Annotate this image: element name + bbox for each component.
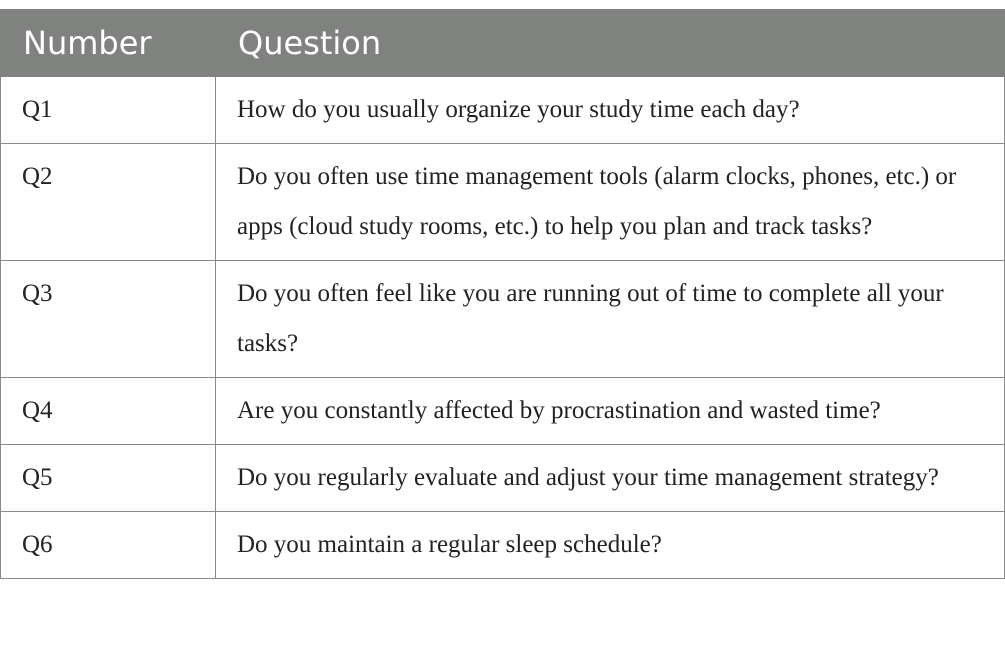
table-row	[1, 261, 1005, 378]
table-row	[1, 445, 1005, 512]
table-row	[1, 144, 1005, 261]
row-number: Q3	[1, 261, 216, 378]
table-row	[1, 512, 1005, 579]
table-body	[1, 77, 1005, 579]
row-question: Do you often feel like you are running out of time to complete all your tasks?	[216, 261, 1005, 378]
column-header-number: Number	[1, 5, 216, 78]
table-row	[1, 378, 1005, 445]
row-question: Do you maintain a regular sleep schedule?	[216, 512, 1005, 579]
row-number: Q2	[1, 144, 216, 261]
row-question: Do you often use time management tools (alarm clocks, phones, etc.) or apps (cloud study rooms, etc.) to help you plan and track tasks?	[216, 144, 1005, 261]
table-row	[1, 77, 1005, 144]
row-number: Q4	[1, 378, 216, 445]
header-row	[1, 5, 1005, 78]
row-number: Q6	[1, 512, 216, 579]
row-question: How do you usually organize your study time each day?	[216, 77, 1005, 144]
table-header	[1, 5, 1005, 78]
row-question: Do you regularly evaluate and adjust your time management strategy?	[216, 445, 1005, 512]
row-number: Q1	[1, 77, 216, 144]
row-number: Q5	[1, 445, 216, 512]
column-header-question: Question	[216, 5, 1005, 78]
row-question: Are you constantly affected by procrastination and wasted time?	[216, 378, 1005, 445]
